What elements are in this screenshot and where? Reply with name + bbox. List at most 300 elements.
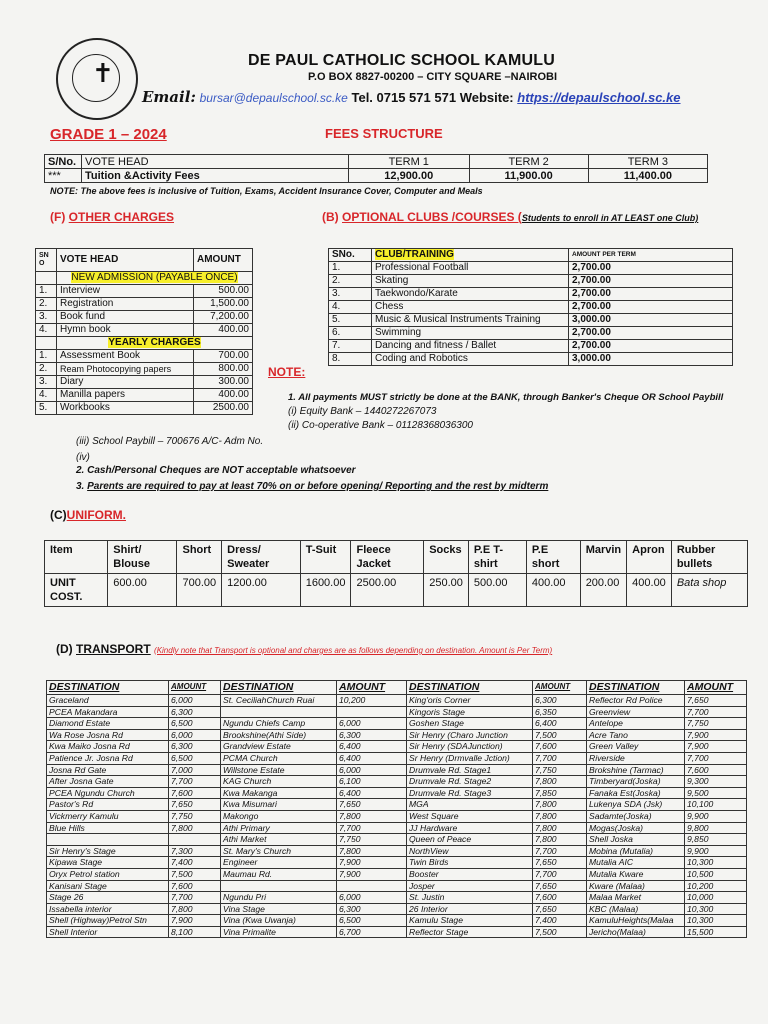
table-cell: Tuition &Activity Fees <box>82 169 349 183</box>
table-row <box>36 376 253 389</box>
table-row <box>47 787 747 799</box>
section-title: OPTIONAL CLUBS /COURSES ( <box>342 210 522 224</box>
table-cell: 6,500 <box>169 752 221 764</box>
table-cell: Athi Primary <box>221 822 337 834</box>
table-header-row <box>45 155 708 169</box>
table-cell: Registration <box>57 298 194 311</box>
table-cell: 7,700 <box>533 845 587 857</box>
table-cell: Vina Primalite <box>221 926 337 938</box>
table-cell: 10,000 <box>685 892 747 904</box>
table-header-row <box>47 681 747 695</box>
table-header-cell: Short <box>177 541 222 574</box>
table-cell: Athi Market <box>221 834 337 846</box>
table-cell: 7,400 <box>533 915 587 927</box>
table-cell: 11,400.00 <box>588 169 707 183</box>
table-cell: 2,700.00 <box>569 301 733 314</box>
table-header-cell: Socks <box>424 541 469 574</box>
table-cell: Josna Rd Gate <box>47 764 169 776</box>
table-header-cell: P.E T-shirt <box>468 541 526 574</box>
table-row <box>36 285 253 298</box>
table-cell: Riverside <box>587 752 685 764</box>
table-cell: 10,100 <box>685 799 747 811</box>
table-header-cell: VOTE HEAD <box>57 249 194 272</box>
table-cell: 7,500 <box>169 868 221 880</box>
table-header-cell: T-Suit <box>300 541 351 574</box>
table-cell: 7,200.00 <box>194 311 253 324</box>
table-cell: Queen of Peace <box>407 834 533 846</box>
table-cell: 6,500 <box>169 718 221 730</box>
table-cell: 7,800 <box>533 834 587 846</box>
table-row <box>47 764 747 776</box>
table-cell: Stage 26 <box>47 892 169 904</box>
table-cell: Sir Henry's Stage <box>47 845 169 857</box>
section-letter: (B) <box>322 210 339 224</box>
table-cell: 5. <box>329 314 372 327</box>
table-cell <box>337 880 407 892</box>
table-cell: Workbooks <box>57 402 194 415</box>
table-cell: 1600.00 <box>300 574 351 607</box>
table-cell: 7,900 <box>169 915 221 927</box>
website-label: Website: <box>459 90 514 105</box>
table-cell: 10,300 <box>685 903 747 915</box>
table-cell: 12,900.00 <box>349 169 470 183</box>
cross-icon: ✝ <box>92 58 114 88</box>
table-cell: PCEA Makandara <box>47 706 169 718</box>
table-cell: 7,600 <box>533 892 587 904</box>
table-cell: Engineer <box>221 857 337 869</box>
table-row <box>45 169 708 183</box>
table-header-row <box>329 249 733 262</box>
table-cell: 700.00 <box>194 350 253 363</box>
table-row <box>329 275 733 288</box>
table-header-cell: Apron <box>627 541 672 574</box>
table-cell: Sir Henry (Charo Junction <box>407 729 533 741</box>
table-cell: Kwa Makanga <box>221 787 337 799</box>
website-link[interactable]: https://depaulschool.sc.ke <box>517 90 681 105</box>
table-cell: 6,000 <box>337 892 407 904</box>
table-cell: Interview <box>57 285 194 298</box>
grade-title: GRADE 1 – 2024 <box>50 126 167 143</box>
table-row <box>36 363 253 376</box>
paybill-note: (iii) School Paybill – 700676 A/C- Adm No. <box>76 436 264 447</box>
table-header-cell: AMOUNT PER TERM <box>569 249 733 262</box>
cash-cheque-note: 2. Cash/Personal Cheques are NOT acceptable whatsoever <box>76 465 356 476</box>
table-cell: West Square <box>407 810 533 822</box>
table-cell: Manilla papers <box>57 389 194 402</box>
table-cell: 6,300 <box>337 729 407 741</box>
table-cell: 3,000.00 <box>569 314 733 327</box>
clubs-table <box>328 248 733 366</box>
table-cell: Music & Musical Instruments Training <box>372 314 569 327</box>
table-cell <box>221 880 337 892</box>
table-cell <box>36 272 57 285</box>
table-cell: 6,400 <box>533 718 587 730</box>
table-cell: 1200.00 <box>222 574 301 607</box>
table-cell: 7,700 <box>685 706 747 718</box>
email-link[interactable]: bursar@depaulschool.sc.ke <box>199 91 348 105</box>
table-cell: UNIT COST. <box>45 574 108 607</box>
contact-line <box>142 88 681 106</box>
table-cell: 7,900 <box>685 741 747 753</box>
table-cell: 4. <box>329 301 372 314</box>
section-letter: (C) <box>50 508 67 522</box>
table-cell: 300.00 <box>194 376 253 389</box>
fees-structure-table <box>44 154 708 183</box>
table-cell: 7,900 <box>337 868 407 880</box>
table-cell: 700.00 <box>177 574 222 607</box>
table-cell: Lukenya SDA (Jsk) <box>587 799 685 811</box>
table-cell: 10,200 <box>337 695 407 707</box>
table-cell: Josper <box>407 880 533 892</box>
table-cell: 400.00 <box>627 574 672 607</box>
table-cell: 4. <box>36 324 57 337</box>
table-header-cell: Item <box>45 541 108 574</box>
clubs-heading <box>322 210 698 224</box>
table-row <box>47 845 747 857</box>
table-cell: 7,700 <box>533 752 587 764</box>
table-cell: 11,900.00 <box>469 169 588 183</box>
table-cell: Chess <box>372 301 569 314</box>
table-cell <box>169 834 221 846</box>
email-label: Email: <box>142 88 196 106</box>
table-cell: 3,000.00 <box>569 353 733 366</box>
table-cell: 9,850 <box>685 834 747 846</box>
table-cell: Drumvale Rd. Stage3 <box>407 787 533 799</box>
table-cell: 6,000 <box>337 764 407 776</box>
yearly-charges-label: YEARLY CHARGES <box>108 337 201 348</box>
table-cell: 2. <box>36 363 57 376</box>
table-cell: Drumvale Rd. Stage2 <box>407 776 533 788</box>
table-cell: Reflector Rd Police <box>587 695 685 707</box>
table-cell: Reflector Stage <box>407 926 533 938</box>
table-header-cell: DESTINATION <box>587 681 685 695</box>
table-cell: 6,400 <box>337 741 407 753</box>
table-cell: 2,700.00 <box>569 262 733 275</box>
table-cell: 7,600 <box>169 787 221 799</box>
table-cell: Green Valley <box>587 741 685 753</box>
table-row <box>329 314 733 327</box>
table-row <box>47 903 747 915</box>
table-cell: Kanisani Stage <box>47 880 169 892</box>
table-cell: 9,300 <box>685 776 747 788</box>
table-cell: Vina (Kwa Uwanja) <box>221 915 337 927</box>
table-row <box>47 729 747 741</box>
table-cell: Timberyard(Joska) <box>587 776 685 788</box>
table-cell: Sir Henry (SDAJunction) <box>407 741 533 753</box>
table-cell: 7,000 <box>169 764 221 776</box>
table-cell: Mutalia Kware <box>587 868 685 880</box>
table-cell: 2,700.00 <box>569 327 733 340</box>
table-cell: 7,700 <box>685 752 747 764</box>
table-cell: 3. <box>36 311 57 324</box>
table-cell: 7,600 <box>533 741 587 753</box>
table-cell: Jericho(Malaa) <box>587 926 685 938</box>
note-text: Parents are required to pay at least 70% on or before opening/ Reporting and the rest by midterm <box>87 481 549 492</box>
table-row <box>329 262 733 275</box>
table-cell: 7,500 <box>533 926 587 938</box>
table-row <box>47 822 747 834</box>
table-cell: Diary <box>57 376 194 389</box>
table-cell: 7,750 <box>685 718 747 730</box>
table-cell: Greenview <box>587 706 685 718</box>
table-cell: Kamulu Stage <box>407 915 533 927</box>
table-row <box>47 695 747 707</box>
table-cell: St. Justin <box>407 892 533 904</box>
table-cell: 10,300 <box>685 857 747 869</box>
table-cell: MGA <box>407 799 533 811</box>
table-cell: Acre Tano <box>587 729 685 741</box>
table-row <box>329 353 733 366</box>
table-header-cell: Shirt/ Blouse <box>108 541 177 574</box>
table-header-cell: Dress/ Sweater <box>222 541 301 574</box>
table-cell: Antelope <box>587 718 685 730</box>
section-title: OTHER CHARGES <box>68 210 175 224</box>
table-cell: JJ Hardware <box>407 822 533 834</box>
other-charges-heading <box>50 210 174 224</box>
table-cell: 7,600 <box>169 880 221 892</box>
table-cell: 7,800 <box>337 810 407 822</box>
table-cell: Sadamte(Joska) <box>587 810 685 822</box>
table-row <box>47 857 747 869</box>
table-cell: 10,500 <box>685 868 747 880</box>
table-row <box>36 389 253 402</box>
table-cell: 6,400 <box>337 752 407 764</box>
table-cell: Bata shop <box>671 574 747 607</box>
table-cell: 7,800 <box>533 799 587 811</box>
table-cell: 200.00 <box>580 574 626 607</box>
transport-note: (Kindly note that Transport is optional and charges are as follows depending on destination. Amount is Per Term) <box>154 646 553 655</box>
table-cell: Twin Birds <box>407 857 533 869</box>
table-cell: Swimming <box>372 327 569 340</box>
table-cell: Diamond Estate <box>47 718 169 730</box>
table-cell: Ngundu Pri <box>221 892 337 904</box>
table-cell: 6,700 <box>337 926 407 938</box>
table-cell: 15,500 <box>685 926 747 938</box>
table-cell: 600.00 <box>108 574 177 607</box>
table-cell: 400.00 <box>526 574 580 607</box>
fees-note: NOTE: The above fees is inclusive of Tuition, Exams, Accident Insurance Cover, Computer and Meals <box>50 186 483 196</box>
table-header-cell: TERM 1 <box>349 155 470 169</box>
table-row <box>329 340 733 353</box>
section-letter: (D) <box>56 642 73 656</box>
table-cell: Makongo <box>221 810 337 822</box>
note-label: NOTE: <box>268 365 306 379</box>
table-cell: 26 Interior <box>407 903 533 915</box>
table-header-cell: DESTINATION <box>221 681 337 695</box>
table-cell: 6,300 <box>337 903 407 915</box>
table-cell: 7,800 <box>169 903 221 915</box>
section-row <box>36 337 253 350</box>
table-header-cell: S/No. <box>45 155 82 169</box>
table-cell: Issabella interior <box>47 903 169 915</box>
table-header-cell <box>372 249 569 262</box>
table-header-cell: DESTINATION <box>47 681 169 695</box>
fees-structure-title: FEES STRUCTURE <box>325 126 443 141</box>
table-cell: Assessment Book <box>57 350 194 363</box>
table-cell: Shell (Highway)Petrol Stn <box>47 915 169 927</box>
table-row <box>47 880 747 892</box>
table-cell: Hymn book <box>57 324 194 337</box>
table-cell: Pastor's Rd <box>47 799 169 811</box>
table-row <box>45 574 748 607</box>
transport-table <box>46 680 747 938</box>
table-cell: Malaa Market <box>587 892 685 904</box>
table-row <box>47 892 747 904</box>
equity-bank-note: (i) Equity Bank – 1440272267073 <box>288 406 437 417</box>
table-cell: Coding and Robotics <box>372 353 569 366</box>
table-row <box>47 706 747 718</box>
table-row <box>36 298 253 311</box>
table-cell: Skating <box>372 275 569 288</box>
table-header-cell: AMOUNT <box>533 681 587 695</box>
table-header-cell: Fleece Jacket <box>351 541 424 574</box>
table-cell: 400.00 <box>194 389 253 402</box>
table-cell: 6,100 <box>337 776 407 788</box>
table-cell: 7,750 <box>533 764 587 776</box>
table-cell: KBC (Malaa) <box>587 903 685 915</box>
table-cell: 7,600 <box>685 764 747 776</box>
table-cell: Blue Hills <box>47 822 169 834</box>
table-cell: 500.00 <box>468 574 526 607</box>
table-cell: 7,800 <box>337 845 407 857</box>
table-row <box>47 741 747 753</box>
table-cell: 6,300 <box>169 706 221 718</box>
table-cell: 7,800 <box>533 776 587 788</box>
table-header-cell: TERM 3 <box>588 155 707 169</box>
table-cell: Mogas(Joska) <box>587 822 685 834</box>
table-cell: Vickmerry Kamulu <box>47 810 169 822</box>
table-cell <box>337 706 407 718</box>
table-cell: Brookshine(Athi Side) <box>221 729 337 741</box>
table-header-cell: AMOUNT <box>685 681 747 695</box>
table-cell <box>47 834 169 846</box>
table-cell: 7,900 <box>685 729 747 741</box>
table-cell: 7,900 <box>337 857 407 869</box>
table-row <box>47 868 747 880</box>
table-cell: Booster <box>407 868 533 880</box>
table-row <box>47 926 747 938</box>
table-cell: 2,700.00 <box>569 275 733 288</box>
table-cell <box>36 337 57 350</box>
table-cell: 2500.00 <box>351 574 424 607</box>
table-cell: 500.00 <box>194 285 253 298</box>
table-cell: Grandview Estate <box>221 741 337 753</box>
table-header-cell: AMOUNT <box>194 249 253 272</box>
table-cell: Brokshine (Tarmac) <box>587 764 685 776</box>
uniform-table <box>44 540 748 607</box>
table-cell: 400.00 <box>194 324 253 337</box>
payment-deadline-note <box>76 481 548 492</box>
table-cell: Kingoris Stage <box>407 706 533 718</box>
table-cell: 2,700.00 <box>569 288 733 301</box>
table-row <box>47 752 747 764</box>
table-cell: 7,650 <box>533 857 587 869</box>
table-cell: 8,100 <box>169 926 221 938</box>
transport-heading <box>56 642 552 656</box>
table-cell: 7,750 <box>169 810 221 822</box>
table-cell: 7,800 <box>169 822 221 834</box>
table-header-cell: VOTE HEAD <box>82 155 349 169</box>
school-name: DE PAUL CATHOLIC SCHOOL KAMULU <box>248 52 556 69</box>
table-header-row <box>45 541 748 574</box>
payment-note-1: 1. All payments MUST strictly be done at the BANK, through Banker's Cheque OR School Paybill <box>288 392 724 403</box>
table-cell: Fanaka Est(Joska) <box>587 787 685 799</box>
table-header-cell: P.E short <box>526 541 580 574</box>
table-cell: 2,700.00 <box>569 340 733 353</box>
transport-body <box>47 681 747 938</box>
table-header-cell: SN O <box>36 249 57 272</box>
table-cell: Shell Interior <box>47 926 169 938</box>
table-cell: Sr Henry (Drmvalle Jction) <box>407 752 533 764</box>
table-cell: 10,200 <box>685 880 747 892</box>
table-cell: 1. <box>329 262 372 275</box>
table-cell: 9,500 <box>685 787 747 799</box>
table-cell: 6,350 <box>533 706 587 718</box>
table-cell: St. CeciliahChurch Ruai <box>221 695 337 707</box>
table-cell: Shell Joska <box>587 834 685 846</box>
uniform-heading <box>50 508 126 522</box>
table-cell: 1. <box>36 350 57 363</box>
table-cell: 7,500 <box>533 729 587 741</box>
table-cell: 2500.00 <box>194 402 253 415</box>
table-cell <box>221 706 337 718</box>
table-cell: 7,700 <box>533 868 587 880</box>
telephone: Tel. 0715 571 571 <box>351 90 457 105</box>
table-cell: Drumvale Rd. Stage1 <box>407 764 533 776</box>
table-cell: 7,650 <box>337 799 407 811</box>
table-cell: 9,900 <box>685 810 747 822</box>
table-cell: 7,800 <box>533 810 587 822</box>
table-cell: 3. <box>36 376 57 389</box>
table-cell: 800.00 <box>194 363 253 376</box>
table-cell: Mobina (Mutalia) <box>587 845 685 857</box>
table-row <box>36 311 253 324</box>
table-header-cell: DESTINATION <box>407 681 533 695</box>
table-cell: Goshen Stage <box>407 718 533 730</box>
section-title: UNIFORM. <box>66 508 126 522</box>
table-cell: 7,700 <box>169 892 221 904</box>
table-cell: 9,800 <box>685 822 747 834</box>
table-cell: Dancing and fitness / Ballet <box>372 340 569 353</box>
section-row <box>36 272 253 285</box>
section-letter: (F) <box>50 210 66 224</box>
table-cell: 2. <box>36 298 57 311</box>
table-cell: *** <box>45 169 82 183</box>
table-header-cell: Marvin <box>580 541 626 574</box>
school-address: P.O BOX 8827-00200 – CITY SQUARE –NAIROBI <box>308 71 558 83</box>
table-row <box>329 288 733 301</box>
section-title: TRANSPORT <box>76 642 151 656</box>
table-row <box>47 915 747 927</box>
table-cell: Kipawa Stage <box>47 857 169 869</box>
table-cell: 6,000 <box>337 718 407 730</box>
note-iv: (iv) <box>76 452 90 463</box>
table-cell: 8. <box>329 353 372 366</box>
table-cell: 7,700 <box>337 822 407 834</box>
other-charges-table <box>35 248 253 415</box>
table-cell <box>57 337 253 350</box>
table-cell: Patience Jr. Josna Rd <box>47 752 169 764</box>
table-row <box>329 301 733 314</box>
table-cell: 3. <box>329 288 372 301</box>
table-cell: KamuluHeights(Malaa <box>587 915 685 927</box>
table-cell: 250.00 <box>424 574 469 607</box>
table-cell: 7,750 <box>337 834 407 846</box>
table-cell: 1,500.00 <box>194 298 253 311</box>
table-row <box>47 799 747 811</box>
table-cell: 5. <box>36 402 57 415</box>
table-cell <box>57 272 253 285</box>
